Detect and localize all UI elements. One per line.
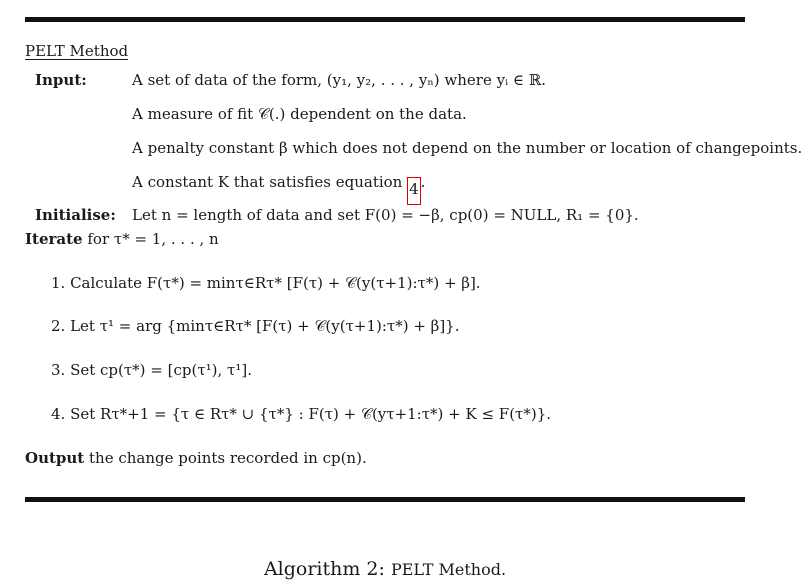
- bottom-rule: [25, 497, 745, 502]
- input-item-constant-period: .: [420, 173, 426, 191]
- initialise-text: Let n = length of data and set F(0) = −β, cp(0) = NULL, R₁ = {0}.: [132, 206, 639, 224]
- algorithm-title: PELT Method: [25, 42, 129, 60]
- caption-label: Algorithm 2:: [263, 558, 385, 580]
- input-item-penalty: A penalty constant β which does not depend on the number or location of changepoints.: [132, 139, 803, 157]
- output-label: Output: [25, 449, 85, 467]
- input-label: Input:: [35, 71, 87, 89]
- step-2: 2. Let τ¹ = arg {minτ∈Rτ* [F(τ) + 𝒞(y(τ+1):τ*) + β]}.: [51, 317, 460, 335]
- input-item-data: A set of data of the form, (y₁, y₂, . . . , yₙ) where yᵢ ∈ ℝ.: [132, 71, 546, 89]
- top-rule: [25, 17, 745, 22]
- input-item-constant: [132, 172, 425, 205]
- iterate-row: [25, 229, 219, 249]
- caption-title: PELT Method.: [390, 560, 507, 579]
- initialise-row: [35, 205, 116, 225]
- output-row: [25, 448, 367, 468]
- input-item-constant-text: A constant K that satisfies equation: [132, 173, 403, 191]
- equation-reference-link[interactable]: 4: [407, 177, 421, 205]
- step-1: 1. Calculate F(τ*) = minτ∈Rτ* [F(τ) + 𝒞(y(τ+1):τ*) + β].: [51, 274, 481, 292]
- initialise-label: Initialise:: [35, 206, 116, 224]
- iterate-label: Iterate: [25, 230, 83, 248]
- step-3: 3. Set cp(τ*) = [cp(τ¹), τ¹].: [51, 361, 252, 379]
- output-text: the change points recorded in cp(n).: [89, 449, 367, 467]
- step-4: 4. Set Rτ*+1 = {τ ∈ Rτ* ∪ {τ*} : F(τ) + 𝒞(yτ+1:τ*) + K ≤ F(τ*)}.: [51, 405, 552, 423]
- algorithm-caption: [0, 557, 770, 582]
- input-item-fit: A measure of fit 𝒞(.) dependent on the data.: [132, 105, 467, 123]
- iterate-text: for τ* = 1, . . . , n: [87, 230, 219, 248]
